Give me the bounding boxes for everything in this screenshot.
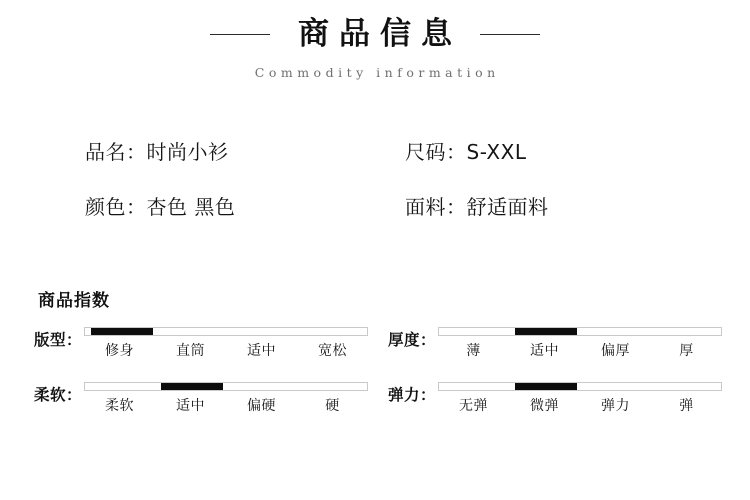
meter-label-thickness: 厚度：	[388, 331, 437, 350]
info-value-color: 杏色 黑色	[146, 195, 236, 220]
meter-body-elasticity	[438, 382, 722, 415]
meter-tick: 厚	[679, 343, 694, 360]
meter-bar-fill-thickness	[515, 328, 577, 335]
meter-body-thickness	[438, 327, 722, 360]
meter-tick: 宽松	[318, 343, 348, 360]
title-row	[0, 16, 750, 53]
info-label-size: 尺码：	[405, 140, 467, 165]
info-label-color: 颜色：	[85, 195, 147, 220]
meter-label-softness: 柔软：	[34, 386, 83, 405]
meter-thickness	[388, 327, 722, 360]
info-label-name: 品名：	[85, 140, 147, 165]
info-item-color	[85, 191, 405, 220]
meter-tick: 适中	[530, 343, 560, 360]
meter-tick: 适中	[247, 343, 277, 360]
meter-tick: 偏硬	[247, 398, 277, 415]
meter-label-elasticity: 弹力：	[388, 386, 437, 405]
info-value-size: S-XXL	[466, 140, 527, 165]
info-item-fabric	[405, 191, 690, 220]
title-rule-right	[480, 34, 540, 35]
meter-bar-thickness	[438, 327, 722, 336]
meter-tick: 柔软	[105, 398, 135, 415]
meter-tick: 无弹	[459, 398, 489, 415]
index-meters	[0, 327, 750, 415]
info-item-name	[85, 136, 405, 165]
title-rule-left	[210, 34, 270, 35]
meter-bar-fill-elasticity	[515, 383, 577, 390]
meter-ticks-fit	[84, 340, 368, 360]
meter-tick: 弹力	[601, 398, 631, 415]
product-info-grid	[0, 136, 750, 220]
meter-tick: 薄	[466, 343, 481, 360]
page-title: 商品信息	[298, 16, 462, 52]
meter-softness	[34, 382, 368, 415]
meter-tick: 微弹	[530, 398, 560, 415]
meter-tick: 修身	[105, 343, 135, 360]
info-item-size	[405, 136, 690, 165]
info-value-fabric: 舒适面料	[466, 195, 549, 220]
meter-body-softness	[84, 382, 368, 415]
page-subtitle: Commodity information	[254, 65, 500, 81]
meter-bar-fit	[84, 327, 368, 336]
meter-elasticity	[388, 382, 722, 415]
meter-tick: 适中	[176, 398, 206, 415]
meter-tick: 偏厚	[601, 343, 631, 360]
info-label-fabric: 面料：	[405, 195, 467, 220]
meter-bar-elasticity	[438, 382, 722, 391]
meter-bar-fill-softness	[161, 383, 223, 390]
meter-ticks-elasticity	[438, 395, 722, 415]
meter-ticks-softness	[84, 395, 368, 415]
info-value-name: 时尚小衫	[146, 140, 229, 165]
meter-ticks-thickness	[438, 340, 722, 360]
page-header	[0, 0, 750, 80]
meter-body-fit	[84, 327, 368, 360]
meter-tick: 硬	[325, 398, 340, 415]
index-heading: 商品指数	[38, 291, 110, 312]
meter-label-fit: 版型：	[34, 331, 83, 350]
bottom-spacer	[0, 415, 750, 421]
meter-tick: 直筒	[176, 343, 206, 360]
meter-bar-softness	[84, 382, 368, 391]
meter-tick: 弹	[679, 398, 694, 415]
meter-bar-fill-fit	[91, 328, 153, 335]
meter-fit	[34, 327, 368, 360]
